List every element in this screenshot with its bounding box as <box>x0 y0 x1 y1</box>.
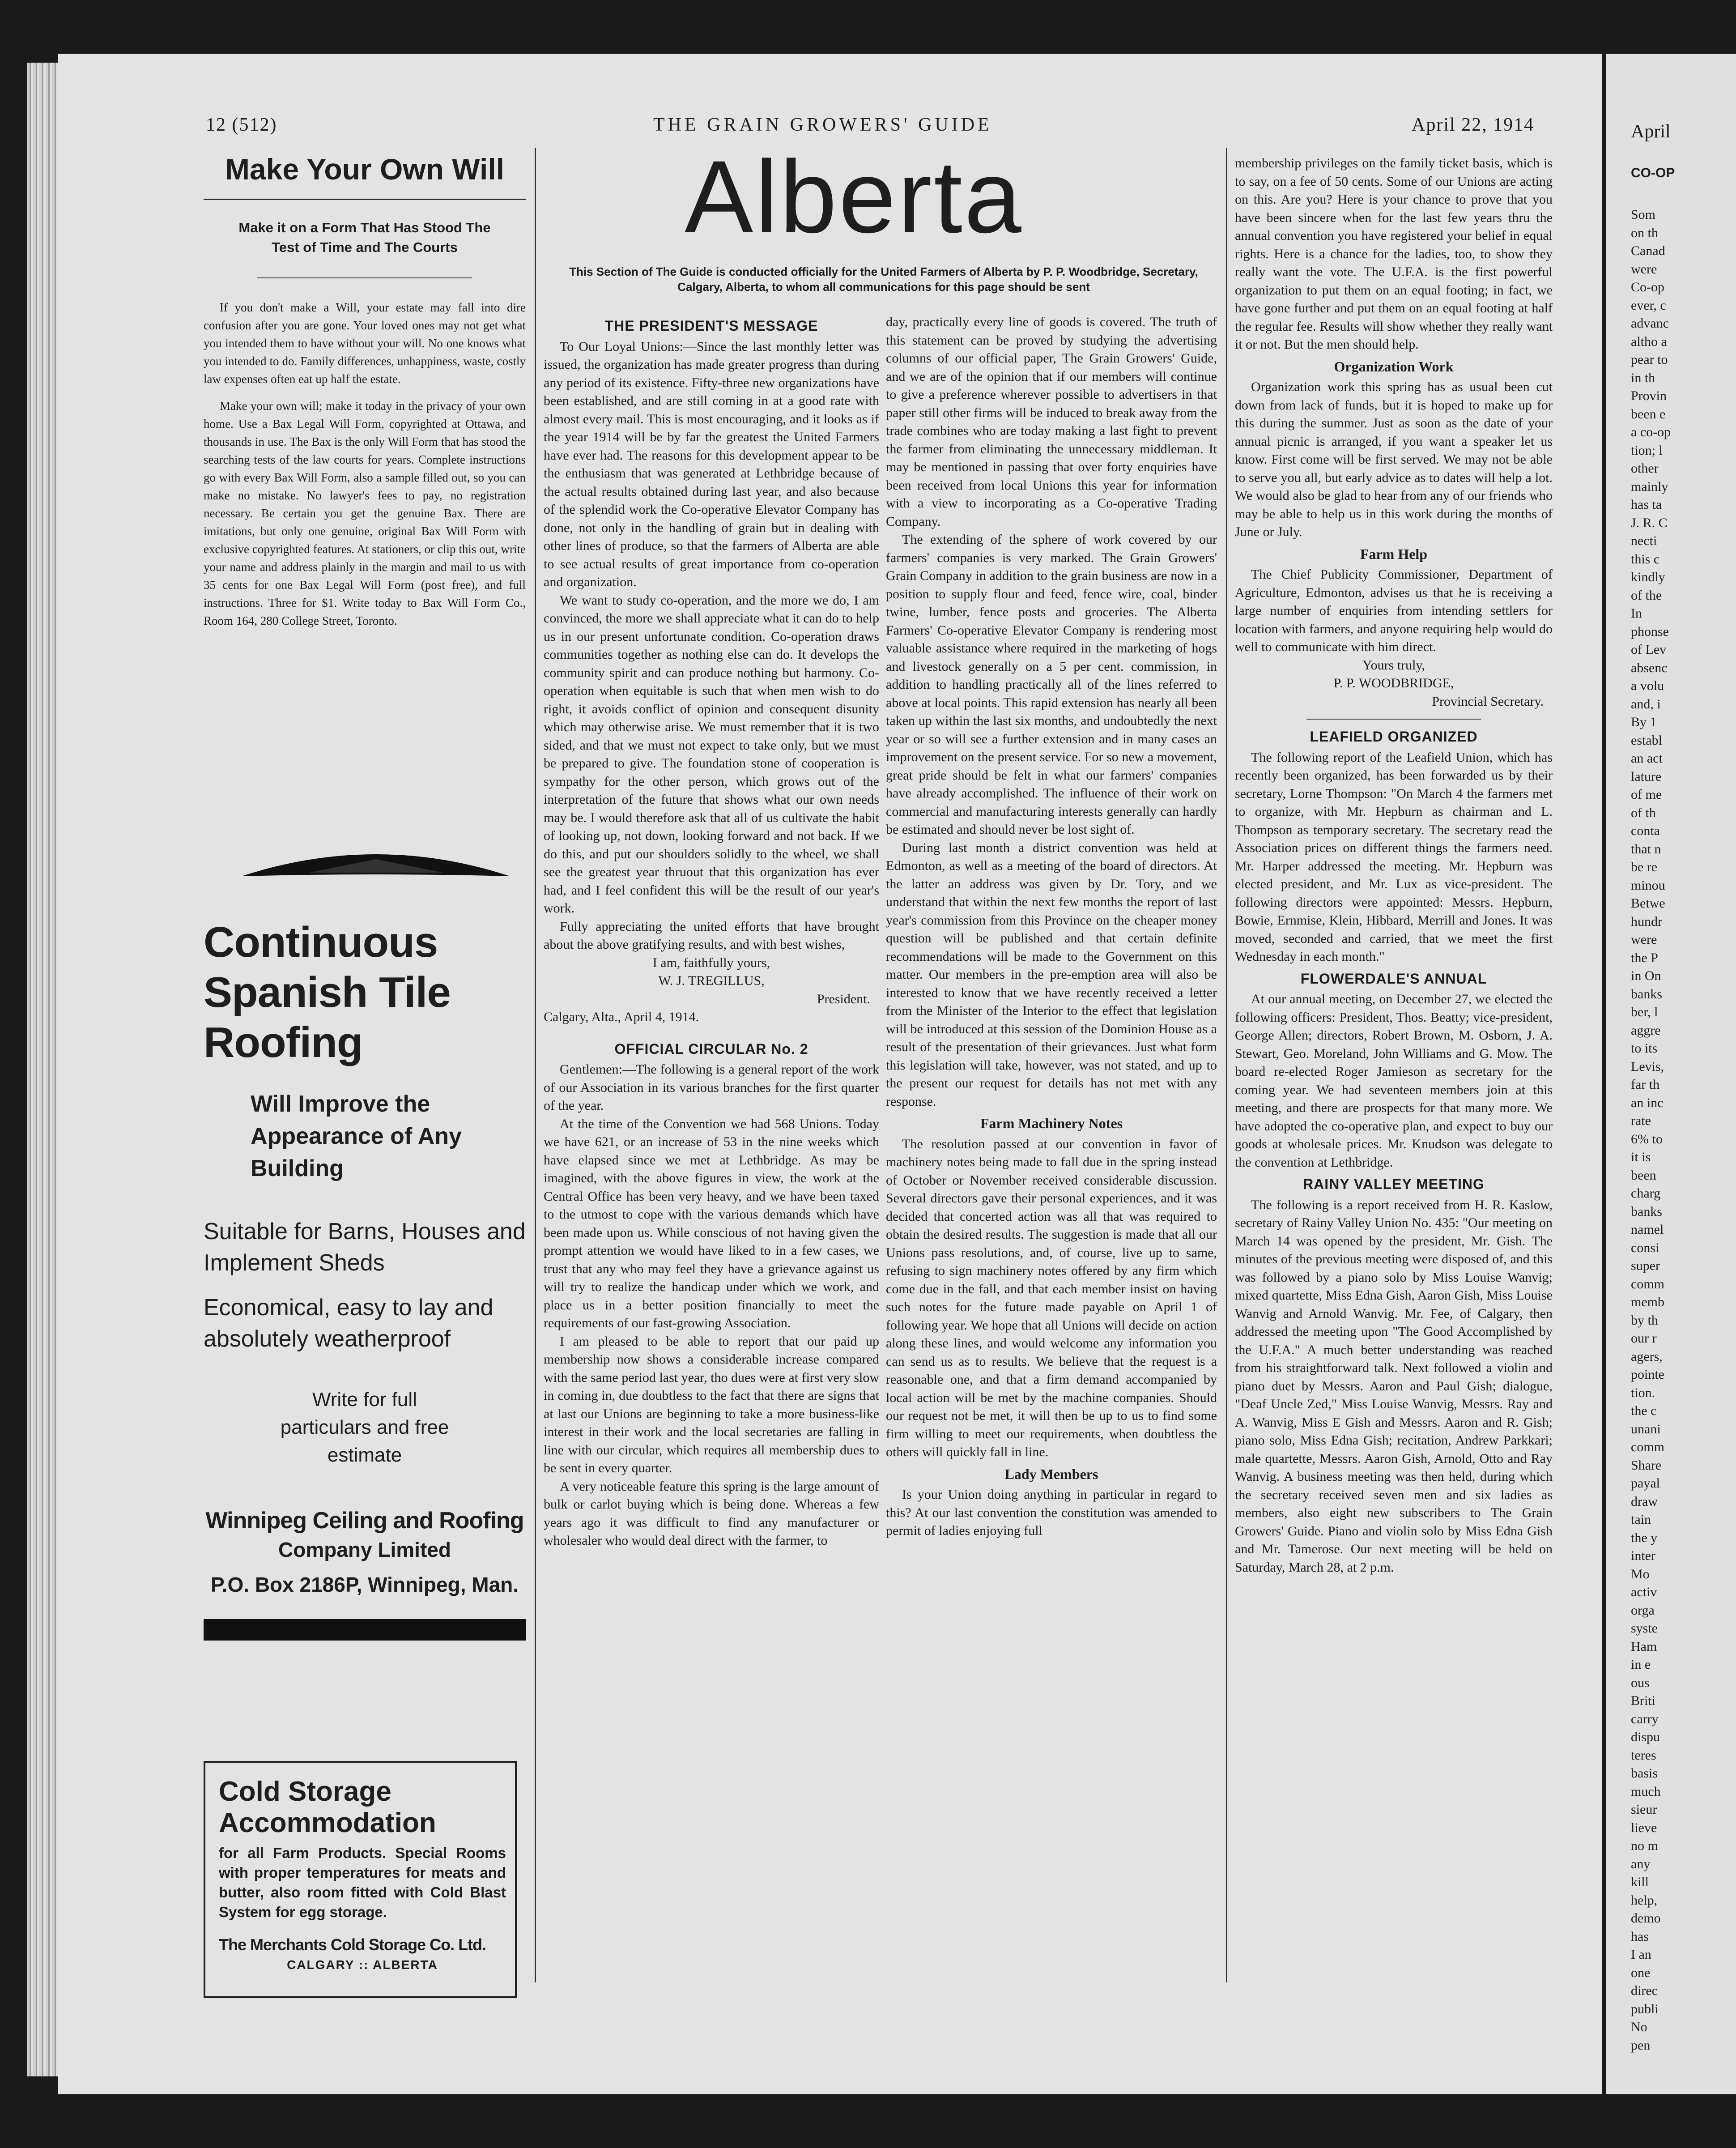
facing-page-line: comm <box>1631 1440 1664 1454</box>
facing-page-line: demo <box>1631 1911 1661 1926</box>
col4-paragraph-4: The following report of the Leafield Union, which has recently been organized, has been forwarded us by their secretary, Lorne Thompson: "On March 4 the farmers met to organize, with Mr. Hepburn as chairman and L. Thompson as temporary secretary. The secretary read the Association prices on different things the farmers need. Mr. Harper addressed the meeting. Mr. Hepburn was elected president, and Mr. Lux as vice-president. The following directors were appointed: Messrs. Hepburn, Bowie, Ernmise, Klein, Hibbard, Merrill and Jones. It was moved, seconded and carried, that we meet the first Wednesday in each month." <box>1235 750 1553 964</box>
cold-storage-location: CALGARY :: ALBERTA <box>287 1958 438 1972</box>
facing-page-line: rate <box>1631 1113 1651 1128</box>
facing-page-line: lieve <box>1631 1820 1657 1835</box>
black-bar <box>204 1619 526 1641</box>
facing-page-line: that n <box>1631 841 1661 857</box>
facing-page-line: a co-op <box>1631 425 1671 439</box>
col3-paragraph-3: During last month a district convention was held at Edmonton, as well as a meeting of the board of directors. At the latter an address was given by Dr. Tory, and we understand that within the next few months the report of last year's commission from this Province on the cheaper money question will be published and that certain definite recommendations will be made to the Government on this matter. Our members in the pre-emption area will also be interested to know that we have recently received a letter from the Minister of the Interior to the effect that legislation will be introduced at this session of the Dominion House as a result of the presentation of their grievances. Just what form this legislation will take, however, was not stated, and up to the present our request for details has not met with any response. <box>886 840 1217 1109</box>
facing-page-line: kindly <box>1631 570 1665 584</box>
president-name: W. J. TREGILLUS, <box>658 973 765 988</box>
facing-page-line: a volu <box>1631 678 1664 693</box>
issue-date: April 22, 1914 <box>1412 115 1535 135</box>
column-2 <box>544 313 879 1550</box>
facing-page-line: help, <box>1631 1892 1658 1908</box>
facing-page-line: inter <box>1631 1548 1655 1563</box>
cold-storage-ad <box>204 1761 517 1998</box>
facing-page-line: direc <box>1631 1983 1658 1998</box>
circular-paragraph-2: At the time of the Convention we had 568 Unions. Today we have 621, or an increase of 53 in the nine weeks which have elapsed since we met at Lethbridge. As may be imagined, with the above figures in view, the work at the Central Office has been very heavy, and we have been taxed to the utmost to cope with the various demands which have been made upon us. While conscious of not having given the prompt attention we would have liked to in a few cases, we trust that any who may feel they have a grievance against us will try to realize the handicap under which we work, and place us in a better position financially to meet the requirements of our fast-growing Association. <box>544 1116 879 1330</box>
col4-paragraph-1: membership privileges on the family ticket basis, which is to say, on a fee of 50 cents. Some of our Unions are acting on this. Are you? Here is your chance to prove that you have been sincere when for the last few years thru the annual convention you have registered your belief in equal rights. Here is a chance for the ladies, too, to show they really want the vote. The U.F.A. is the first powerful organization to put them on an equal footing; in fact, we have gone further and put them on an equal footing at half the regular fee. Results will show whether they really want it or not. But the men should help. <box>1235 156 1553 352</box>
facing-page-line: consi <box>1631 1240 1659 1255</box>
publication-name: THE GRAIN GROWERS' GUIDE <box>653 115 992 135</box>
facing-page-line: comm <box>1631 1276 1664 1291</box>
president-paragraph-1: To Our Loyal Unions:—Since the last monthly letter was issued, the organization has made greater progress than during any period of its existence. Fifty-three new organizations have been established, and are still coming in at a good rate with almost every mail. This is most encouraging, and it looks as if the year 1914 will be by far the greatest the United Farmers have ever had. The reasons for this development appear to be the enthusiasm that was generated at Lethbridge because of the actual results obtained during last year, and also because of the splendid work the Co-operative Elevator Company has done, not only in the handling of grain but in dealing with other lines of produce, so that the farmers of Alberta are able to see actual results of great importance from co-operation and organization. <box>544 339 879 589</box>
cold-storage-body: for all Farm Products. Special Rooms with proper temperatures for meats and butter, also room fitted with Cold Blast System for egg storage. <box>219 1845 506 1920</box>
facing-page-line: in e <box>1631 1657 1651 1672</box>
facing-page-line: on th <box>1631 225 1658 240</box>
facing-page-line: much <box>1631 1784 1661 1799</box>
facing-page-line: Som <box>1631 207 1656 222</box>
ornament-rule-icon <box>242 841 510 891</box>
cold-storage-company: The Merchants Cold Storage Co. Ltd. <box>219 1935 486 1954</box>
facing-page-line: were <box>1631 932 1657 947</box>
facing-page-line: Share <box>1631 1458 1662 1473</box>
circular-paragraph-1: Gentlemen:—The following is a general report of the work of our Association in its various branches for the first quarter of the year. <box>544 1062 879 1113</box>
circular-paragraph-3: I am pleased to be able to report that our paid up membership now shows a considerable increase compared with the same period last year, tho dues were at first very slow in coming in, due doubtless to the fact that there are signs that at last our Unions are beginning to take a more business-like interest in their work and the local secretaries are falling in line with our circular, which requires all membership dues to be sent in every quarter. <box>544 1334 879 1475</box>
circular-paragraph-4: A very noticeable feature this spring is the large amount of bulk or carlot buying which is being done. Whereas a few years ago it was difficult to find any manufacturer or wholesaler who would deal direct with the farmer, to <box>544 1479 879 1548</box>
facing-page-line: hundr <box>1631 914 1662 929</box>
facing-page-line: by th <box>1631 1313 1658 1328</box>
facing-page-line: By 1 <box>1631 715 1657 729</box>
facing-page-line: the P <box>1631 950 1658 965</box>
facing-page-line: the c <box>1631 1403 1657 1418</box>
divider <box>1306 719 1481 720</box>
secretary-name: P. P. WOODBRIDGE, <box>1333 676 1454 690</box>
facing-page-line: of Lev <box>1631 642 1667 657</box>
will-form-ad <box>204 152 526 630</box>
roofing-ad-suitable: Suitable for Barns, Houses and Implement Sheds <box>204 1219 526 1276</box>
facing-page-line: 6% to <box>1631 1131 1663 1146</box>
facing-page-line: tain <box>1631 1512 1651 1527</box>
col4-paragraph-3: The Chief Publicity Commissioner, Department of Agriculture, Edmonton, advises us that he is receiving a large number of enquiries from intending settlers for location with farmers, and anyone requiring help would do well to communicate with him direct. <box>1235 567 1553 654</box>
facing-page-line: absenc <box>1631 660 1668 675</box>
facing-page-line: tion; l <box>1631 443 1663 458</box>
column-rule <box>535 148 536 1982</box>
facing-page-line: unani <box>1631 1421 1661 1436</box>
facing-page-line: conta <box>1631 823 1660 838</box>
roofing-ad-economical: Economical, easy to lay and absolutely weatherproof <box>204 1295 494 1352</box>
facing-page-line: has ta <box>1631 497 1662 512</box>
facing-page-line: carry <box>1631 1711 1659 1726</box>
president-heading: THE PRESIDENT'S MESSAGE <box>604 318 818 334</box>
roofing-ad-claim: Will Improve the Appearance of Any Building <box>251 1091 462 1181</box>
col4-paragraph-5: At our annual meeting, on December 27, we elected the following officers: President, Thos. Beatty; vice-president, George Allen; directors, Robert Brown, M. Osborn, J. A. Stewart, Geo. Moreland, John Williams and G. Mow. The board re-elected Roger Jamieson as secretary for the coming year. We had seventeen members join at this meeting, and there are prospects for that many more. We have adopted the co-operative plan, and expect to buy our goods at wholesale prices. Mr. Knudson was delegate to the convention at Lethbridge. <box>1235 992 1553 1170</box>
column-3 <box>886 313 1217 1540</box>
facing-page-line: Co-op <box>1631 280 1664 294</box>
circular-heading: OFFICIAL CIRCULAR No. 2 <box>614 1040 808 1057</box>
facing-page-line: Betwe <box>1631 896 1665 911</box>
facing-page-line: other <box>1631 461 1659 476</box>
facing-page-line: ber, l <box>1631 1005 1658 1019</box>
facing-page-line: be re <box>1631 860 1658 874</box>
lady-members-heading: Lady Members <box>1004 1466 1098 1482</box>
section-title: Alberta <box>685 139 1023 254</box>
facing-page-line: our r <box>1631 1331 1657 1346</box>
cold-storage-title: Cold Storage Accommodation <box>219 1776 436 1838</box>
facing-page-line: any <box>1631 1856 1651 1871</box>
facing-page-line: namel <box>1631 1222 1664 1237</box>
col3-paragraph-4: The resolution passed at our convention in favor of machinery notes being made to fall due in the spring instead of October or November received considerable discussion. Several directors gave their personal experiences, and it was decided that concerted action was all that was required to obtain the desired results. The suggestion is made that all our Unions pass resolutions, and, of course, live up to same, refusing to sign machinery notes offered by any firm which come due in the fall, and that each member insist on having such notes for the future made payable on April 1 of following year. We hope that all Unions will decide on action along these lines, and would welcome any information you can send us as to results. We believe that the request is a reasonable one, and that a firm demand accompanied by local action will be met by the machine companies. Should our request not be met, it will then be up to us to find some firm willing to meet our requirements, when doubtless the others will quickly fall in line. <box>886 1136 1217 1459</box>
facing-page-line: and, i <box>1631 696 1661 712</box>
facing-page-line: tion. <box>1631 1385 1655 1400</box>
organization-work-heading: Organization Work <box>1334 358 1454 375</box>
facing-page-heading: CO-OP <box>1631 166 1675 180</box>
facing-page-line: Levis, <box>1631 1059 1664 1074</box>
facing-page-line: this c <box>1631 551 1660 567</box>
facing-page-line: Ham <box>1631 1639 1657 1654</box>
roofing-ad-company: Winnipeg Ceiling and Roofing <box>205 1508 524 1534</box>
column-rule <box>1226 148 1227 1982</box>
col4-paragraph-2: Organization work this spring has as usual been cut down from lack of funds, but it is hoped to make up for this during the summer. Just as soon as the date of your annual picnic is arranged, if you want a speaker let us know. First come will be first served. We may not be able to serve you all, but early advice as to dates will help a lot. We would also be glad to hear from any of our friends who may be able to help us in this work during the months of June or July. <box>1235 379 1553 539</box>
facing-page-line: mainly <box>1631 479 1668 494</box>
secretary-closing: Yours truly, <box>1362 657 1425 673</box>
facing-page-line: necti <box>1631 533 1657 548</box>
facing-page-line: kill <box>1631 1875 1649 1889</box>
president-closing: I am, faithfully yours, <box>652 955 770 970</box>
facing-page-line: ous <box>1631 1675 1650 1690</box>
roofing-ad <box>204 917 526 1641</box>
roofing-ad-address: P.O. Box 2186P, Winnipeg, Man. <box>210 1573 519 1596</box>
facing-page-line: Provin <box>1631 388 1667 403</box>
farm-machinery-heading: Farm Machinery Notes <box>980 1115 1123 1131</box>
divider <box>257 277 472 278</box>
will-ad-subtitle: Make it on a Form That Has Stood The Test of Time and The Courts <box>238 220 491 255</box>
facing-page-line: in On <box>1631 968 1661 983</box>
facing-page-line: charg <box>1631 1186 1661 1201</box>
roofing-ad-write: Write for full particulars and free estimate <box>280 1389 449 1466</box>
facing-page-line: banks <box>1631 986 1662 1002</box>
facing-page-line: establ <box>1631 733 1662 748</box>
facing-page-line: been <box>1631 1168 1656 1183</box>
col3-paragraph-2: The extending of the sphere of work covered by our farmers' companies is very marked. The Grain Growers' Grain Company in addition to the grain business are now in a position to supply flour and feed, fence wire, coal, binder twine, lumber, fence posts and groceries. The Alberta Farmers' Co-operative Elevator Company is rendering most valuable assistance where required in the marketing of hogs and livestock generally on a 5 per cent. commission, in addition to handling practically all of the lines referred to above at local points. This rapid extension has nearly all been taken up within the last six months, and undoubtedly the next year or so will see a further extension and in many cases an improvement on the present service. For so new a movement, great pride should be felt in what our farmers' companies have already accomplished. The influence of their work on commercial and manufacturing interests generally can hardly be estimated and should never be lost sight of. <box>886 532 1217 837</box>
rainy-valley-heading: RAINY VALLEY MEETING <box>1303 1176 1485 1192</box>
facing-page-line: has <box>1631 1929 1649 1944</box>
facing-page-line: pear to <box>1631 352 1668 367</box>
facing-page-fragment <box>1606 54 1736 2094</box>
facing-page-line: super <box>1631 1258 1660 1273</box>
facing-page-line: basis <box>1631 1766 1658 1781</box>
section-subtitle: This Section of The Guide is conducted officially for the United Farmers of Alberta by P. P. Woodbridge, Secretary, Calgary, Alberta, to whom all communications for this page should be sent <box>569 265 1198 294</box>
facing-page-line: I an <box>1631 1947 1651 1962</box>
facing-page-line: In <box>1631 606 1642 621</box>
flowerdale-heading: FLOWERDALE'S ANNUAL <box>1300 970 1487 987</box>
secretary-title: Provincial Secretary. <box>1432 694 1544 709</box>
facing-page-line: pen <box>1631 2037 1651 2053</box>
facing-page-line: ever, c <box>1631 298 1666 313</box>
president-paragraph-3: Fully appreciating the united efforts that have brought about the above gratifying results, and with best wishes, <box>544 919 879 952</box>
facing-page-line: Canad <box>1631 243 1665 258</box>
roofing-ad-company-line-2: Company Limited <box>278 1538 451 1561</box>
facing-page-line: activ <box>1631 1585 1657 1599</box>
col3-paragraph-1: day, practically every line of goods is covered. The truth of this statement can be proved by studying the advertising columns of our official paper, The Grain Growers' Guide, and we are of the opinion that if our members will continue to give a preference wherever possible to advertisers in that paper still other firms will be induced to break away from the trade combines who are today making a last fight to prevent the farmer from eliminating the unnecessary middleman. It may be mentioned in passing that over forty enquiries have been received from local Unions this year for information with a view to incorporating as a Co-operative Trading Company. <box>886 315 1217 529</box>
facing-page-line: no m <box>1631 1838 1658 1853</box>
facing-page-line: advanc <box>1631 316 1669 331</box>
will-ad-paragraph-2: Make your own will; make it today in the privacy of your own home. Use a Bax Legal Will Form, copyrighted at Ottawa, and thousands in use. The Bax is the only Will Form that has stood the searching tests of the law courts for years. Complete instructions go with every Bax Will Form, also a sample filled out, so you can make no mistake. No lawyer's fees to pay, no registration necessary. Be certain you get the genuine Bax. There are imitations, but only one genuine, original Bax Will Form with exclusive copyrighted features. At stationers, or clip this out, write your name and address plainly in the margin and mail to us with 35 cents for one Bax Legal Will Form (post free), and full instructions. Three for $1. Write today to Bax Will Form Co., Room 164, 280 College Street, Toronto. <box>204 399 526 627</box>
divider <box>204 199 526 200</box>
facing-page-line: in th <box>1631 370 1655 385</box>
facing-page-text <box>1631 206 1736 2054</box>
facing-page-line: J. R. C <box>1631 515 1668 530</box>
facing-page-line: one <box>1631 1965 1651 1980</box>
facing-page-line: of th <box>1631 805 1656 820</box>
col4-paragraph-6: The following is a report received from H. R. Kaslow, secretary of Rainy Valley Union No. 435: "Our meeting on March 14 was opened by the president, Mr. Gish. The minutes of the previous meeting were disposed of, and this was followed by a piano solo by Miss Louise Wanvig; mixed quartette, Miss Edna Gish, Aaron Gish, Miss Louise Wanvig and Arnold Wanvig. Mr. Fee, of Calgary, then addressed the meeting upon "The Good Accomplished by the U.F.A." A much better understanding was reached from his straightforward talk. Next followed a violin and piano duet by Messrs. Aaron and Paul Gish; dialogue, "Deaf Uncle Zed," Miss Louise Wanvig, Messrs. Ray and A. Wanvig, Miss E Gish and Messrs. Aaron and R. Gish; piano solo, Miss Edna Gish; recitation, Andrew Parkkari; male quartette, Messrs. Aaron Gish, Arnold, Otto and Ray Wanvig. A business meeting was then held, during which the secretary received seven men and six ladies as members, also eight new subscribers to The Grain Growers' Guide. Piano and violin solo by Miss Edna Gish and Mr. Tamerose. Our next meeting will be held on Saturday, March 28, at 2 p.m. <box>1235 1197 1553 1575</box>
facing-page-line: sieur <box>1631 1802 1657 1817</box>
president-dateline: Calgary, Alta., April 4, 1914. <box>544 1010 699 1024</box>
facing-page-line: agers, <box>1631 1349 1663 1364</box>
facing-page-line: were <box>1631 261 1657 277</box>
facing-page-line: lature <box>1631 769 1662 784</box>
facing-page-line: banks <box>1631 1204 1662 1219</box>
will-ad-paragraph-1: If you don't make a Will, your estate may fall into dire confusion after you are gone. Your loved ones may not get what you intended them to have without your will. No one knows what you intended to do. Family differences, unhappiness, waste, costly law expenses often eat up half the estate. <box>204 301 526 386</box>
col3-paragraph-5: Is your Union doing anything in particular in regard to this? At our last convention the constitution was amended to permit of ladies enjoying full <box>886 1487 1217 1538</box>
roofing-ad-title: Continuous Spanish Tile Roofing <box>204 918 451 1066</box>
facing-page-header: April <box>1631 121 1671 142</box>
president-paragraph-2: We want to study co-operation, and the more we do, I am convinced, the more we shall appreciate what it can do to help us in our present unfortunate condition. Co-operation draws communities together as nothing else can do. It develops the community spirit and can produce nothing but harmony. Co-operation when equitable is such that when men wish to do right, it avoids conflict of opinion and consequent disunity which may otherwise arise. We must remember that it is two sided, and that we must not expect to take only, but we must be prepared to give. The foundation stone of cooperation is sympathy for the other person, which grows out of the interpretation of the future that shows what our own needs may be. I would therefore ask that all of us cultivate the habit of looking up, not down, looking forward and not back. If we do this, and put our shoulders solidly to the wheel, we shall see the greatest year thruout that this organization has ever had, and I feel confident this will be the result of our year's work. <box>544 592 879 916</box>
facing-page-line: aggre <box>1631 1023 1661 1038</box>
column-4 <box>1235 154 1553 1577</box>
president-title: President. <box>817 991 870 1006</box>
facing-page-line: Mo <box>1631 1566 1650 1581</box>
facing-page-line: far th <box>1631 1077 1660 1092</box>
facing-page-line: phonse <box>1631 624 1669 639</box>
facing-page-line: of the <box>1631 588 1662 603</box>
facing-page-line: pointe <box>1631 1367 1664 1382</box>
facing-page-line: altho a <box>1631 334 1667 349</box>
facing-page-line: memb <box>1631 1295 1664 1309</box>
facing-page-line: an inc <box>1631 1095 1664 1110</box>
leafield-heading: LEAFIELD ORGANIZED <box>1310 729 1478 745</box>
facing-page-line: to its <box>1631 1041 1658 1056</box>
will-ad-title: Make Your Own Will <box>225 153 505 186</box>
page-number: 12 (512) <box>206 115 277 135</box>
facing-page-line: publi <box>1631 2001 1659 2016</box>
farm-help-heading: Farm Help <box>1360 546 1428 562</box>
facing-page-line: payal <box>1631 1476 1660 1491</box>
facing-page-line: teres <box>1631 1747 1656 1763</box>
facing-page-line: No <box>1631 2020 1647 2034</box>
facing-page-line: been e <box>1631 406 1666 422</box>
facing-page-line: draw <box>1631 1494 1658 1509</box>
facing-page-line: it is <box>1631 1150 1651 1164</box>
facing-page-line: syste <box>1631 1621 1658 1636</box>
facing-page-line: dispu <box>1631 1730 1660 1744</box>
facing-page-line: of me <box>1631 787 1662 802</box>
facing-page-line: an act <box>1631 751 1663 766</box>
facing-page-line: Briti <box>1631 1693 1656 1708</box>
facing-page-line: minou <box>1631 878 1665 893</box>
facing-page-line: the y <box>1631 1530 1658 1545</box>
facing-page-line: orga <box>1631 1602 1655 1618</box>
